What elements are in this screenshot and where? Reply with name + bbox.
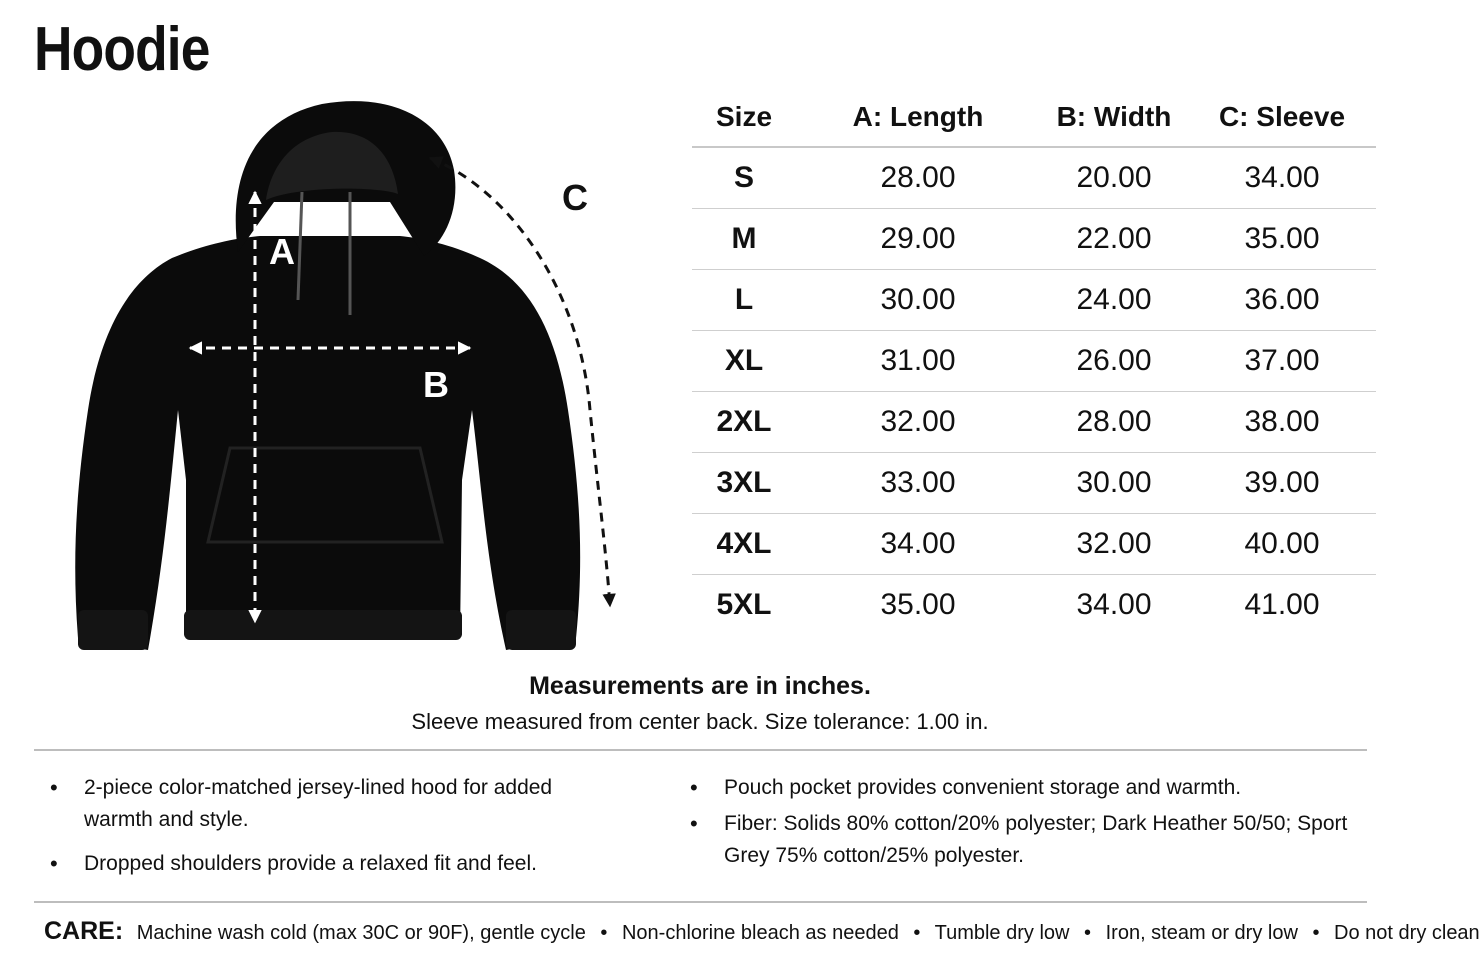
bullet-icon: • [50, 851, 58, 876]
table-header-row [692, 88, 1376, 147]
size-cell: 5XL [716, 588, 772, 621]
sleeve-cell: 40.00 [1188, 514, 1376, 575]
header-sleeve: C: Sleeve [1188, 88, 1376, 147]
sleeve-cell: 34.00 [1188, 147, 1376, 209]
size-cell: XL [692, 331, 796, 392]
size-cell: L [692, 270, 796, 331]
width-cell: 22.00 [1040, 209, 1188, 270]
sleeve-cell: 37.00 [1188, 331, 1376, 392]
hoodie-diagram [60, 90, 640, 670]
care-item: Machine wash cold (max 30C or 90F), gentle cycle [136, 922, 586, 944]
separator-dot-icon: • [600, 922, 608, 944]
feature-text: 2-piece color-matched jersey-lined hood for added warmth and style. [84, 776, 553, 831]
label-c: C [562, 177, 588, 218]
size-cell: 3XL [692, 453, 796, 514]
length-cell: 35.00 [880, 588, 956, 621]
header-size: Size [692, 88, 796, 147]
care-item: Non-chlorine bleach as needed [621, 922, 899, 944]
header-length: A: Length [796, 88, 1040, 147]
size-cell: 4XL [692, 514, 796, 575]
page-title: Hoodie [34, 15, 210, 84]
section-divider [34, 749, 1367, 751]
list-item [688, 808, 1348, 872]
sleeve-cell: 39.00 [1188, 453, 1376, 514]
separator-dot-icon: • [1084, 922, 1092, 944]
sleeve-cell: 41.00 [1244, 588, 1320, 621]
feature-text: Pouch pocket provides convenient storage and warmth. [724, 776, 1242, 799]
tolerance-note: Sleeve measured from center back. Size tolerance: 1.00 in. [411, 709, 989, 734]
table-row [692, 392, 1376, 453]
section-divider [34, 901, 1367, 903]
width-cell: 24.00 [1040, 270, 1188, 331]
care-item: Do not dry clean [1334, 922, 1480, 944]
care-item: Tumble dry low [934, 922, 1070, 944]
units-note: Measurements are in inches. [529, 672, 871, 700]
label-a: A [269, 231, 295, 272]
list-item [48, 772, 608, 836]
table-row [692, 270, 1376, 331]
length-cell: 34.00 [796, 514, 1040, 575]
length-cell: 31.00 [796, 331, 1040, 392]
feature-list-right [688, 772, 1348, 876]
width-cell: 32.00 [1040, 514, 1188, 575]
width-cell: 34.00 [1076, 588, 1152, 621]
length-cell: 32.00 [796, 392, 1040, 453]
bullet-icon: • [50, 775, 58, 800]
header-width: B: Width [1040, 88, 1188, 147]
bullet-icon: • [690, 775, 698, 800]
feature-text: Dropped shoulders provide a relaxed fit and feel. [84, 852, 537, 875]
care-label: CARE: [44, 917, 124, 945]
feature-text: Fiber: Solids 80% cotton/20% polyester; Dark Heather 50/50; Sport Grey 75% cotton/25% polyester. [724, 812, 1348, 867]
table-row [692, 575, 1376, 636]
width-cell: 20.00 [1040, 147, 1188, 209]
size-cell: 2XL [692, 392, 796, 453]
length-cell: 28.00 [796, 147, 1040, 209]
bullet-icon: • [690, 811, 698, 836]
length-cell: 33.00 [796, 453, 1040, 514]
table-row [692, 147, 1376, 209]
sleeve-cell: 35.00 [1188, 209, 1376, 270]
table-row [692, 209, 1376, 270]
width-cell: 28.00 [1040, 392, 1188, 453]
feature-list-left [48, 772, 608, 892]
care-item: Iron, steam or dry low [1105, 922, 1298, 944]
table-row [692, 453, 1376, 514]
list-item [48, 848, 608, 880]
sleeve-cell: 38.00 [1188, 392, 1376, 453]
list-item [688, 772, 1348, 804]
separator-dot-icon: • [913, 922, 921, 944]
size-cell: S [692, 147, 796, 209]
table-row [692, 514, 1376, 575]
size-cell: M [692, 209, 796, 270]
length-cell: 29.00 [796, 209, 1040, 270]
separator-dot-icon: • [1312, 922, 1320, 944]
width-cell: 30.00 [1040, 453, 1188, 514]
width-cell: 26.00 [1040, 331, 1188, 392]
care-instructions [44, 917, 1480, 946]
length-cell: 30.00 [796, 270, 1040, 331]
table-row [692, 331, 1376, 392]
label-b: B [423, 364, 449, 405]
sleeve-cell: 36.00 [1188, 270, 1376, 331]
hoodie-body [75, 236, 580, 650]
size-chart-table [692, 88, 1376, 635]
